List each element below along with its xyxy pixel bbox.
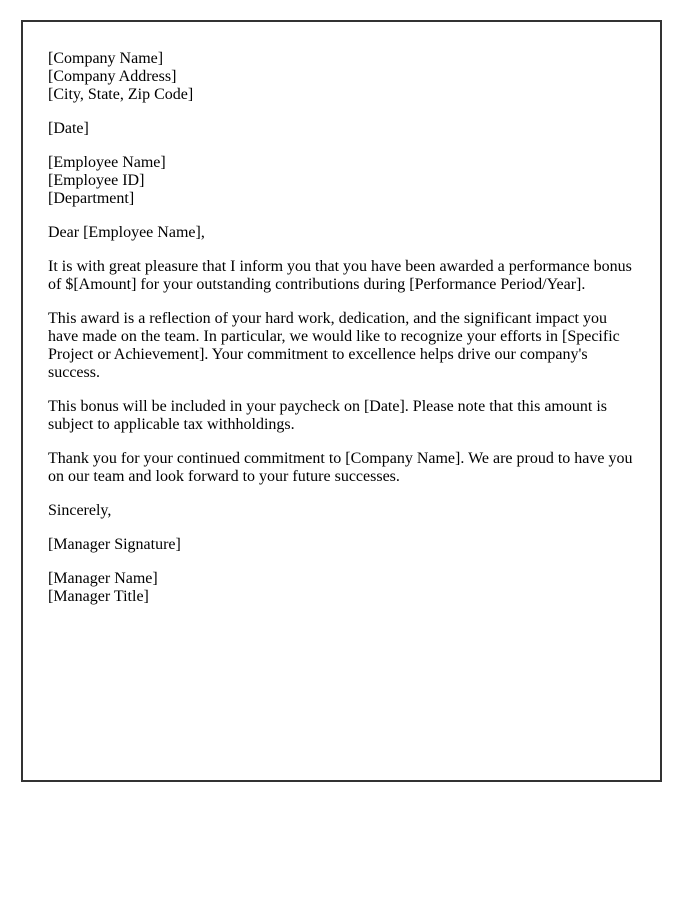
manager-title-line: [Manager Title] [48,588,149,605]
body-paragraph-paycheck: This bonus will be included in your paycheck on [Date]. Please note that this amount is subject to applicable tax withholdings. [48,398,607,433]
employee-department-line: [Department] [48,190,135,207]
company-city-state-zip-line: [City, State, Zip Code] [48,86,194,103]
manager-name-line: [Manager Name] [48,570,158,587]
date-line: [Date] [48,120,89,137]
body-paragraph-recognition: This award is a reflection of your hard work, dedication, and the significant impact you have made on the team. In particular, we would like to recognize your efforts in [Specific Project or Achievement]. Your commitment to excellence helps drive our company's success. [48,310,620,381]
salutation: Dear [Employee Name], [48,224,205,241]
manager-block [48,570,635,606]
letter-page [21,20,662,782]
employee-name-line: [Employee Name] [48,154,166,171]
company-name-line: [Company Name] [48,50,164,67]
company-address-block [48,50,635,104]
body-paragraph-thanks: Thank you for your continued commitment to [Company Name]. We are proud to have you on our team and look forward to your future successes. [48,450,633,485]
employee-block [48,154,635,208]
company-address-line: [Company Address] [48,68,177,85]
employee-id-line: [Employee ID] [48,172,145,189]
manager-signature: [Manager Signature] [48,536,181,553]
body-paragraph-award: It is with great pleasure that I inform you that you have been awarded a performance bonus of $[Amount] for your outstanding contributions during [Performance Period/Year]. [48,258,632,293]
closing: Sincerely, [48,502,112,519]
